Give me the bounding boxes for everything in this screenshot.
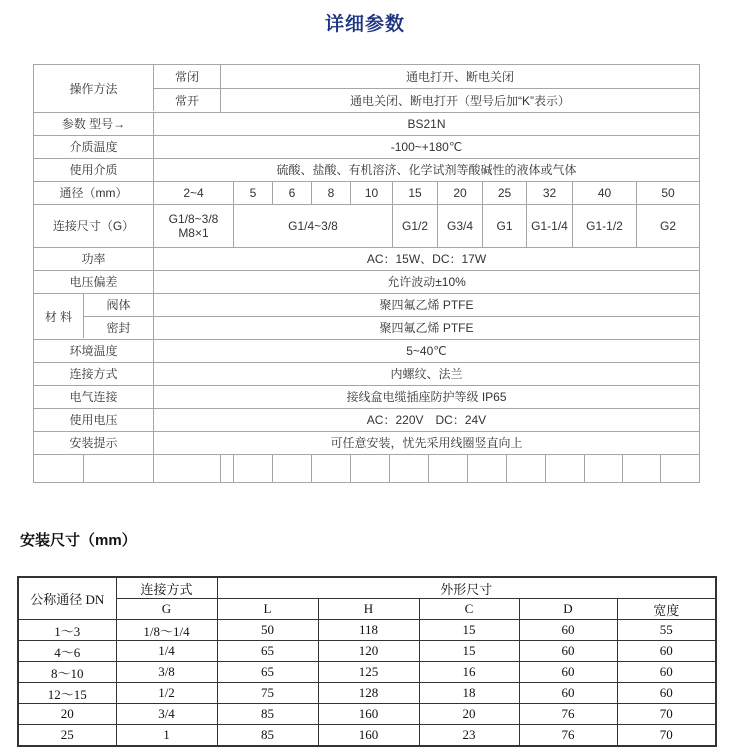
empty-cell xyxy=(390,455,429,482)
media-value: 硫酸、盐酸、有机溶济、化学试剂等酸碱性的液体或气体 xyxy=(276,163,577,177)
table-row xyxy=(154,65,699,89)
cell: 76 xyxy=(519,704,617,725)
media-temp-value: -100~+180℃ xyxy=(390,140,463,154)
dn-header: 公称通径 DN xyxy=(18,577,116,620)
cell: 60 xyxy=(617,683,716,704)
connection-size-value: G1-1/2 xyxy=(573,205,637,247)
media-temp-label: 介质温度 xyxy=(34,136,154,158)
model-value: BS21N xyxy=(407,117,446,131)
diameter-value: 8 xyxy=(312,182,351,204)
normally-closed-label: 常闭 xyxy=(154,65,221,88)
table-row xyxy=(34,432,699,455)
cell: 76 xyxy=(519,725,617,747)
connection-size-value: G1/4~3/8 xyxy=(234,205,393,247)
cell: 8～10 xyxy=(18,662,116,683)
table-row xyxy=(84,294,699,317)
table-row xyxy=(18,662,716,683)
connection-size-value: G2 xyxy=(659,219,676,233)
empty-cell xyxy=(221,455,234,482)
cell: 120 xyxy=(318,641,419,662)
cell: 18 xyxy=(419,683,519,704)
diameter-value: 10 xyxy=(351,182,393,204)
normally-open-label: 常开 xyxy=(154,89,221,112)
diameter-value: 2~4 xyxy=(154,182,234,204)
connection-method-label: 连接方式 xyxy=(34,363,154,385)
electrical-connection-value: 接线盒电缆插座防护等级 IP65 xyxy=(346,390,507,404)
table-row xyxy=(34,271,699,294)
connection-size-line2: M8×1 xyxy=(178,226,209,240)
table-row xyxy=(154,89,699,112)
cell: 85 xyxy=(217,704,318,725)
connection-method-value: 内螺纹、法兰 xyxy=(390,367,463,381)
empty-cell xyxy=(546,455,585,482)
install-tip-value: 可任意安装，忧先采用线圈竖直向上 xyxy=(330,436,523,450)
cell: 118 xyxy=(318,620,419,641)
valve-body-label: 阀体 xyxy=(84,294,154,316)
cell: 20 xyxy=(419,704,519,725)
table-row xyxy=(84,317,699,339)
empty-cell xyxy=(154,455,221,482)
col-header: L xyxy=(217,599,318,620)
cell: 160 xyxy=(318,704,419,725)
cell: 65 xyxy=(217,641,318,662)
cell: 3/4 xyxy=(116,704,217,725)
cell: 20 xyxy=(18,704,116,725)
cell: 3/8 xyxy=(116,662,217,683)
table-row xyxy=(34,248,699,271)
empty-cell xyxy=(34,455,84,482)
connection-size-value: G1-1/4 xyxy=(527,205,573,247)
col-header: H xyxy=(318,599,419,620)
cell: 160 xyxy=(318,725,419,747)
diameter-label: 通径（mm） xyxy=(34,182,154,204)
power-label: 功率 xyxy=(34,248,154,270)
install-dimensions-table xyxy=(17,576,717,747)
connection-size-value: G1 xyxy=(483,205,527,247)
operation-label: 操作方法 xyxy=(34,65,154,111)
connection-size-value xyxy=(154,205,234,247)
outline-dimensions-header: 外形尺寸 xyxy=(217,577,716,599)
table-row xyxy=(18,683,716,704)
seal-value: 聚四氟乙烯 PTFE xyxy=(379,321,474,335)
empty-cell xyxy=(312,455,351,482)
cell: 1/8～1/4 xyxy=(116,620,217,641)
ambient-temp-value: 5~40℃ xyxy=(406,344,447,358)
cell: 128 xyxy=(318,683,419,704)
empty-cell xyxy=(84,455,154,482)
media-label: 使用介质 xyxy=(34,159,154,181)
table-row xyxy=(34,386,699,409)
model-label: 参数 型号→ xyxy=(34,113,154,135)
connection-size-row xyxy=(34,205,699,248)
col-header: D xyxy=(519,599,617,620)
table-row xyxy=(18,704,716,725)
diameter-value: 5 xyxy=(234,182,273,204)
cell: 25 xyxy=(18,725,116,747)
cell: 1 xyxy=(116,725,217,747)
table-row xyxy=(18,620,716,641)
normally-closed-value: 通电打开、断电关闭 xyxy=(405,69,514,84)
diameter-row xyxy=(34,182,699,205)
seal-label: 密封 xyxy=(84,317,154,339)
connection-size-line1: G1/8~3/8 xyxy=(168,212,219,226)
cell: 85 xyxy=(217,725,318,747)
table-row xyxy=(34,136,699,159)
empty-cell xyxy=(585,455,623,482)
valve-body-value: 聚四氟乙烯 PTFE xyxy=(379,298,474,312)
material-label: 材 料 xyxy=(34,294,84,338)
table-row xyxy=(34,363,699,386)
diameter-value: 20 xyxy=(438,182,483,204)
table-row xyxy=(34,113,699,136)
cell: 60 xyxy=(519,683,617,704)
table-row xyxy=(34,159,699,182)
connection-method-header: 连接方式 xyxy=(116,577,217,599)
cell: 70 xyxy=(617,704,716,725)
connection-size-label: 连接尺寸（G） xyxy=(34,205,154,247)
header-row xyxy=(18,577,716,599)
cell: 60 xyxy=(519,620,617,641)
cell: 12～15 xyxy=(18,683,116,704)
empty-cell xyxy=(273,455,312,482)
diameter-value: 32 xyxy=(527,182,573,204)
voltage-deviation-value: 允许波动±10% xyxy=(387,275,466,289)
cell: 65 xyxy=(217,662,318,683)
empty-grid-row xyxy=(34,455,699,482)
empty-cell xyxy=(234,455,273,482)
voltage-deviation-label: 电压偏差 xyxy=(34,271,154,293)
cell: 60 xyxy=(519,641,617,662)
cell: 60 xyxy=(519,662,617,683)
col-header: 宽度 xyxy=(617,599,716,620)
header-row xyxy=(18,599,716,620)
cell: 15 xyxy=(419,641,519,662)
voltage-value: AC：220V DC：24V xyxy=(366,413,487,427)
empty-cell xyxy=(429,455,468,482)
diameter-value: 15 xyxy=(393,182,438,204)
operation-group xyxy=(34,65,699,113)
power-value: AC：15W、DC：17W xyxy=(366,252,487,266)
cell: 23 xyxy=(419,725,519,747)
cell: 16 xyxy=(419,662,519,683)
table-row xyxy=(34,340,699,363)
cell: 50 xyxy=(217,620,318,641)
cell: 60 xyxy=(617,641,716,662)
page-title: 详细参数 xyxy=(324,14,405,35)
diameter-value: 50 xyxy=(661,186,675,200)
detailed-params-table xyxy=(33,64,700,483)
empty-cell xyxy=(351,455,390,482)
diameter-value: 25 xyxy=(483,182,527,204)
material-group xyxy=(34,294,699,340)
ambient-temp-label: 环境温度 xyxy=(34,340,154,362)
connection-size-value: G3/4 xyxy=(438,205,483,247)
diameter-value: 6 xyxy=(273,182,312,204)
connection-size-value: G1/2 xyxy=(393,205,438,247)
cell: 1/2 xyxy=(116,683,217,704)
table-row xyxy=(18,725,716,747)
electrical-connection-label: 电气连接 xyxy=(34,386,154,408)
table-row xyxy=(34,409,699,432)
cell: 4～6 xyxy=(18,641,116,662)
g-header: G xyxy=(116,599,217,620)
cell: 15 xyxy=(419,620,519,641)
empty-cell xyxy=(623,455,661,482)
cell: 70 xyxy=(617,725,716,747)
cell: 125 xyxy=(318,662,419,683)
cell: 1/4 xyxy=(116,641,217,662)
cell: 75 xyxy=(217,683,318,704)
empty-cell xyxy=(661,455,699,482)
install-tip-label: 安装提示 xyxy=(34,432,154,454)
install-dimensions-title: 安装尺寸（mm） xyxy=(20,532,137,549)
table-row xyxy=(18,641,716,662)
cell: 1～3 xyxy=(18,620,116,641)
cell: 60 xyxy=(617,662,716,683)
empty-cell xyxy=(468,455,507,482)
empty-cell xyxy=(507,455,546,482)
diameter-value: 40 xyxy=(573,182,637,204)
voltage-label: 使用电压 xyxy=(34,409,154,431)
cell: 55 xyxy=(617,620,716,641)
col-header: C xyxy=(419,599,519,620)
normally-open-value: 通电关闭、断电打开（型号后加“K”表示） xyxy=(350,93,570,108)
